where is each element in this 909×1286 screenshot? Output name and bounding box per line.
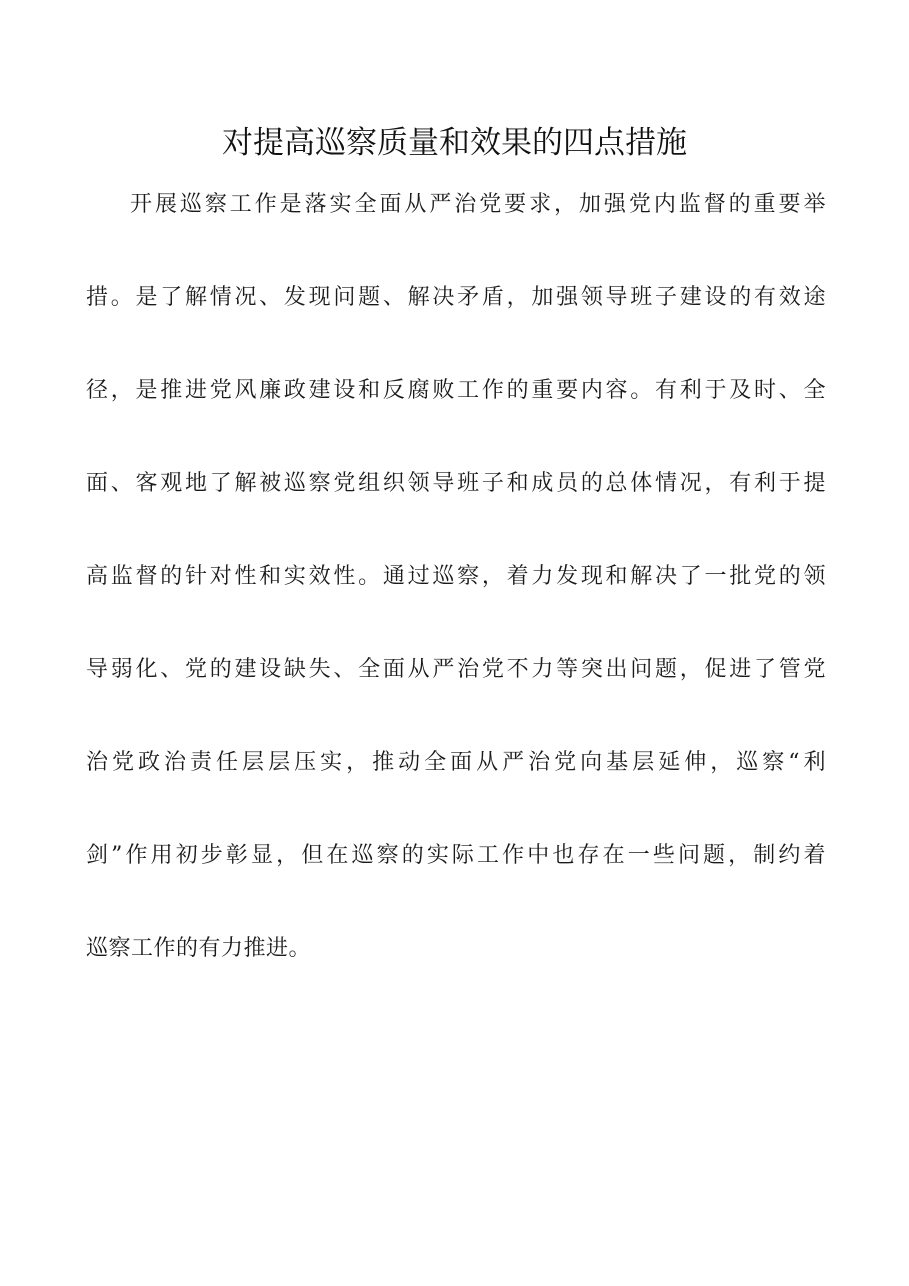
paragraph-line: 措。是了解情况、发现问题、解决矛盾，加强领导班子建设的有效途 (86, 285, 826, 310)
body-paragraph (86, 181, 826, 1018)
paragraph-line: 治党政治责任层层压实，推动全面从严治党向基层延伸，巡察“利 (86, 750, 826, 775)
document-title: 对提高巡察质量和效果的四点措施 (222, 125, 687, 161)
paragraph-line: 巡察工作的有力推进。 (86, 936, 312, 961)
paragraph-line: 导弱化、党的建设缺失、全面从严治党不力等突出问题，促进了管党 (86, 657, 826, 682)
paragraph-line: 面、客观地了解被巡察党组织领导班子和成员的总体情况，有利于提 (86, 471, 826, 496)
paragraph-line: 剑”作用初步彰显，但在巡察的实际工作中也存在一些问题，制约着 (86, 843, 826, 868)
paragraph-line: 高监督的针对性和实效性。通过巡察，着力发现和解决了一批党的领 (86, 564, 826, 589)
paragraph-line: 径，是推进党风廉政建设和反腐败工作的重要内容。有利于及时、全 (86, 378, 826, 403)
paragraph-line: 开展巡察工作是落实全面从严治党要求，加强党内监督的重要举 (130, 192, 826, 217)
